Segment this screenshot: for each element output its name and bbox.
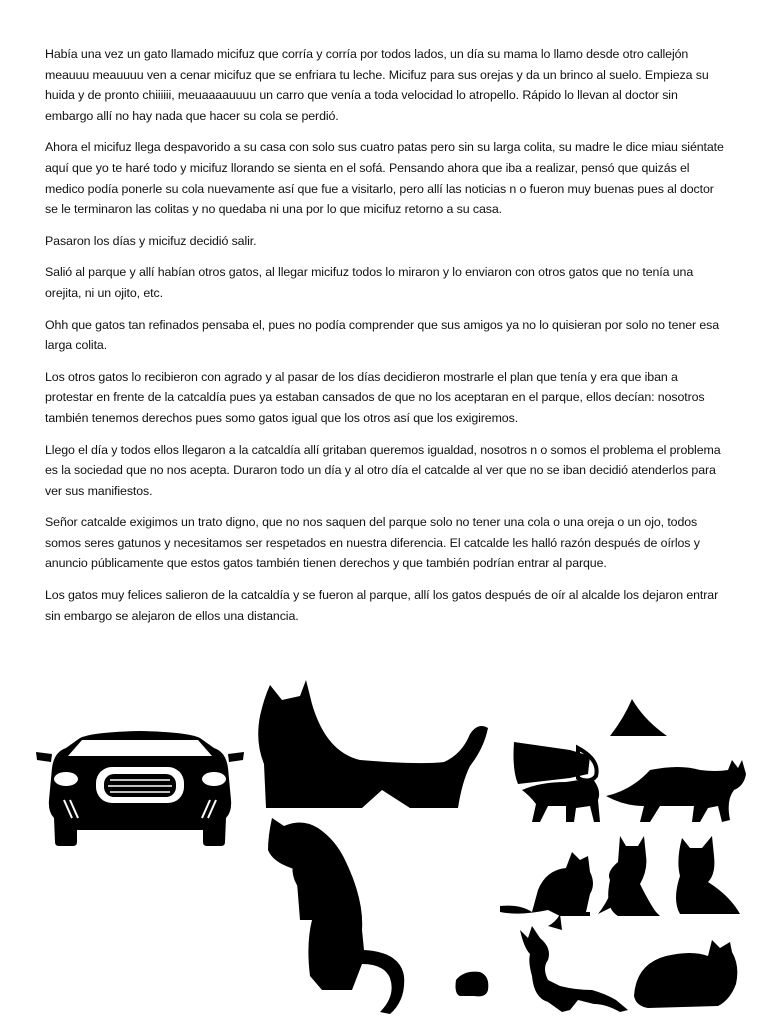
- paragraph: Pasaron los días y micifuz decidió salir.: [45, 233, 257, 248]
- megaphone-icon: [514, 742, 597, 784]
- cat-grooming-silhouette: [268, 818, 404, 1014]
- paragraph: Ohh que gatos tan refinados pensaba el, pues no podía comprender que sus amigos ya no lo quisieran por solo no tener esa larga colita.: [45, 317, 720, 353]
- paragraph: Había una vez un gato llamado micifuz que corría y corría por todos lados, un día su mama lo llamo desde otro callejón meauuu meauuuu ven a cenar micifuz que se enfriara tu leche. Micifuz para sus orejas y da un brinco al suelo. Empieza su huida y de pronto chiiiiii, meuaaaauuuu un carro que venía a toda velocidad lo atropello. Rápido lo llevan al doctor sin embargo allí no hay nada que hacer su cola se perdió.: [45, 47, 709, 123]
- cat-sitting-silhouette: [500, 836, 740, 916]
- cat-silhouette: [258, 680, 488, 808]
- illustrations: [0, 650, 768, 1024]
- cat-sitting-silhouette: [520, 914, 628, 1012]
- party-hat: [610, 699, 667, 736]
- story-text: [45, 44, 725, 637]
- paragraph: Llego el día y todos ellos llegaron a la catcaldía allí gritaban queremos igualdad, nosotros n o somos el problema el problema es la sociedad que no nos acepta. Duraron todo un día y al otro día el catcalde al ver que no se iban decidió atenderlos para ver sus manifiestos.: [45, 442, 721, 498]
- car-silhouette: [36, 731, 244, 846]
- paragraph: Salió al parque y allí habían otros gatos, al llegar micifuz todos lo miraron y lo enviaron con otros gatos que no tenía una orejita, ni un ojito, etc.: [45, 265, 694, 300]
- cat-tail-fragment: [456, 972, 489, 997]
- paragraph: Señor catcalde exigimos un trato digno, que no nos saquen del parque solo no tener una cola o una oreja o un ojo, todos somos seres gatunos y necesitamos ser respetados en nuestra diferencia. El catcalde les halló razón después de oírlos y anuncio públicamente que estos gatos también tienen derechos y que también podrían entrar al parque.: [45, 515, 700, 571]
- paragraph: Ahora el micifuz llega despavorido a su casa con solo sus cuatro patas pero sin su larga colita, su madre le dice miau siéntate aquí que yo te haré todo y micifuz llorando se sienta en el sofá. Pensando ahora que iba a realizar, pensó que quizás el medico podía ponerle su cola nuevamente así que fue a visitarlo, pero allí las noticias n o fueron muy buenas pues al doctor se le terminaron las colitas y no quedaba ni una por lo que micifuz retorno a su casa.: [45, 140, 724, 217]
- cat-lying-silhouette: [634, 940, 737, 1008]
- paragraph: Los otros gatos lo recibieron con agrado y al pasar de los días decidieron mostrarle el plan que tenía y era que iban a protestar en frente de la catcaldía pues ya estaban cansados de que no los aceptaran en el parque, ellos decían: nosotros también tenemos derechos pues somo gatos igual que los otros así que los exigiremos.: [45, 369, 705, 425]
- paragraph: Los gatos muy felices salieron de la catcaldía y se fueron al parque, allí los gatos después de oír al alcalde los dejaron entrar sin embargo se alejaron de ellos una distancia.: [45, 588, 719, 623]
